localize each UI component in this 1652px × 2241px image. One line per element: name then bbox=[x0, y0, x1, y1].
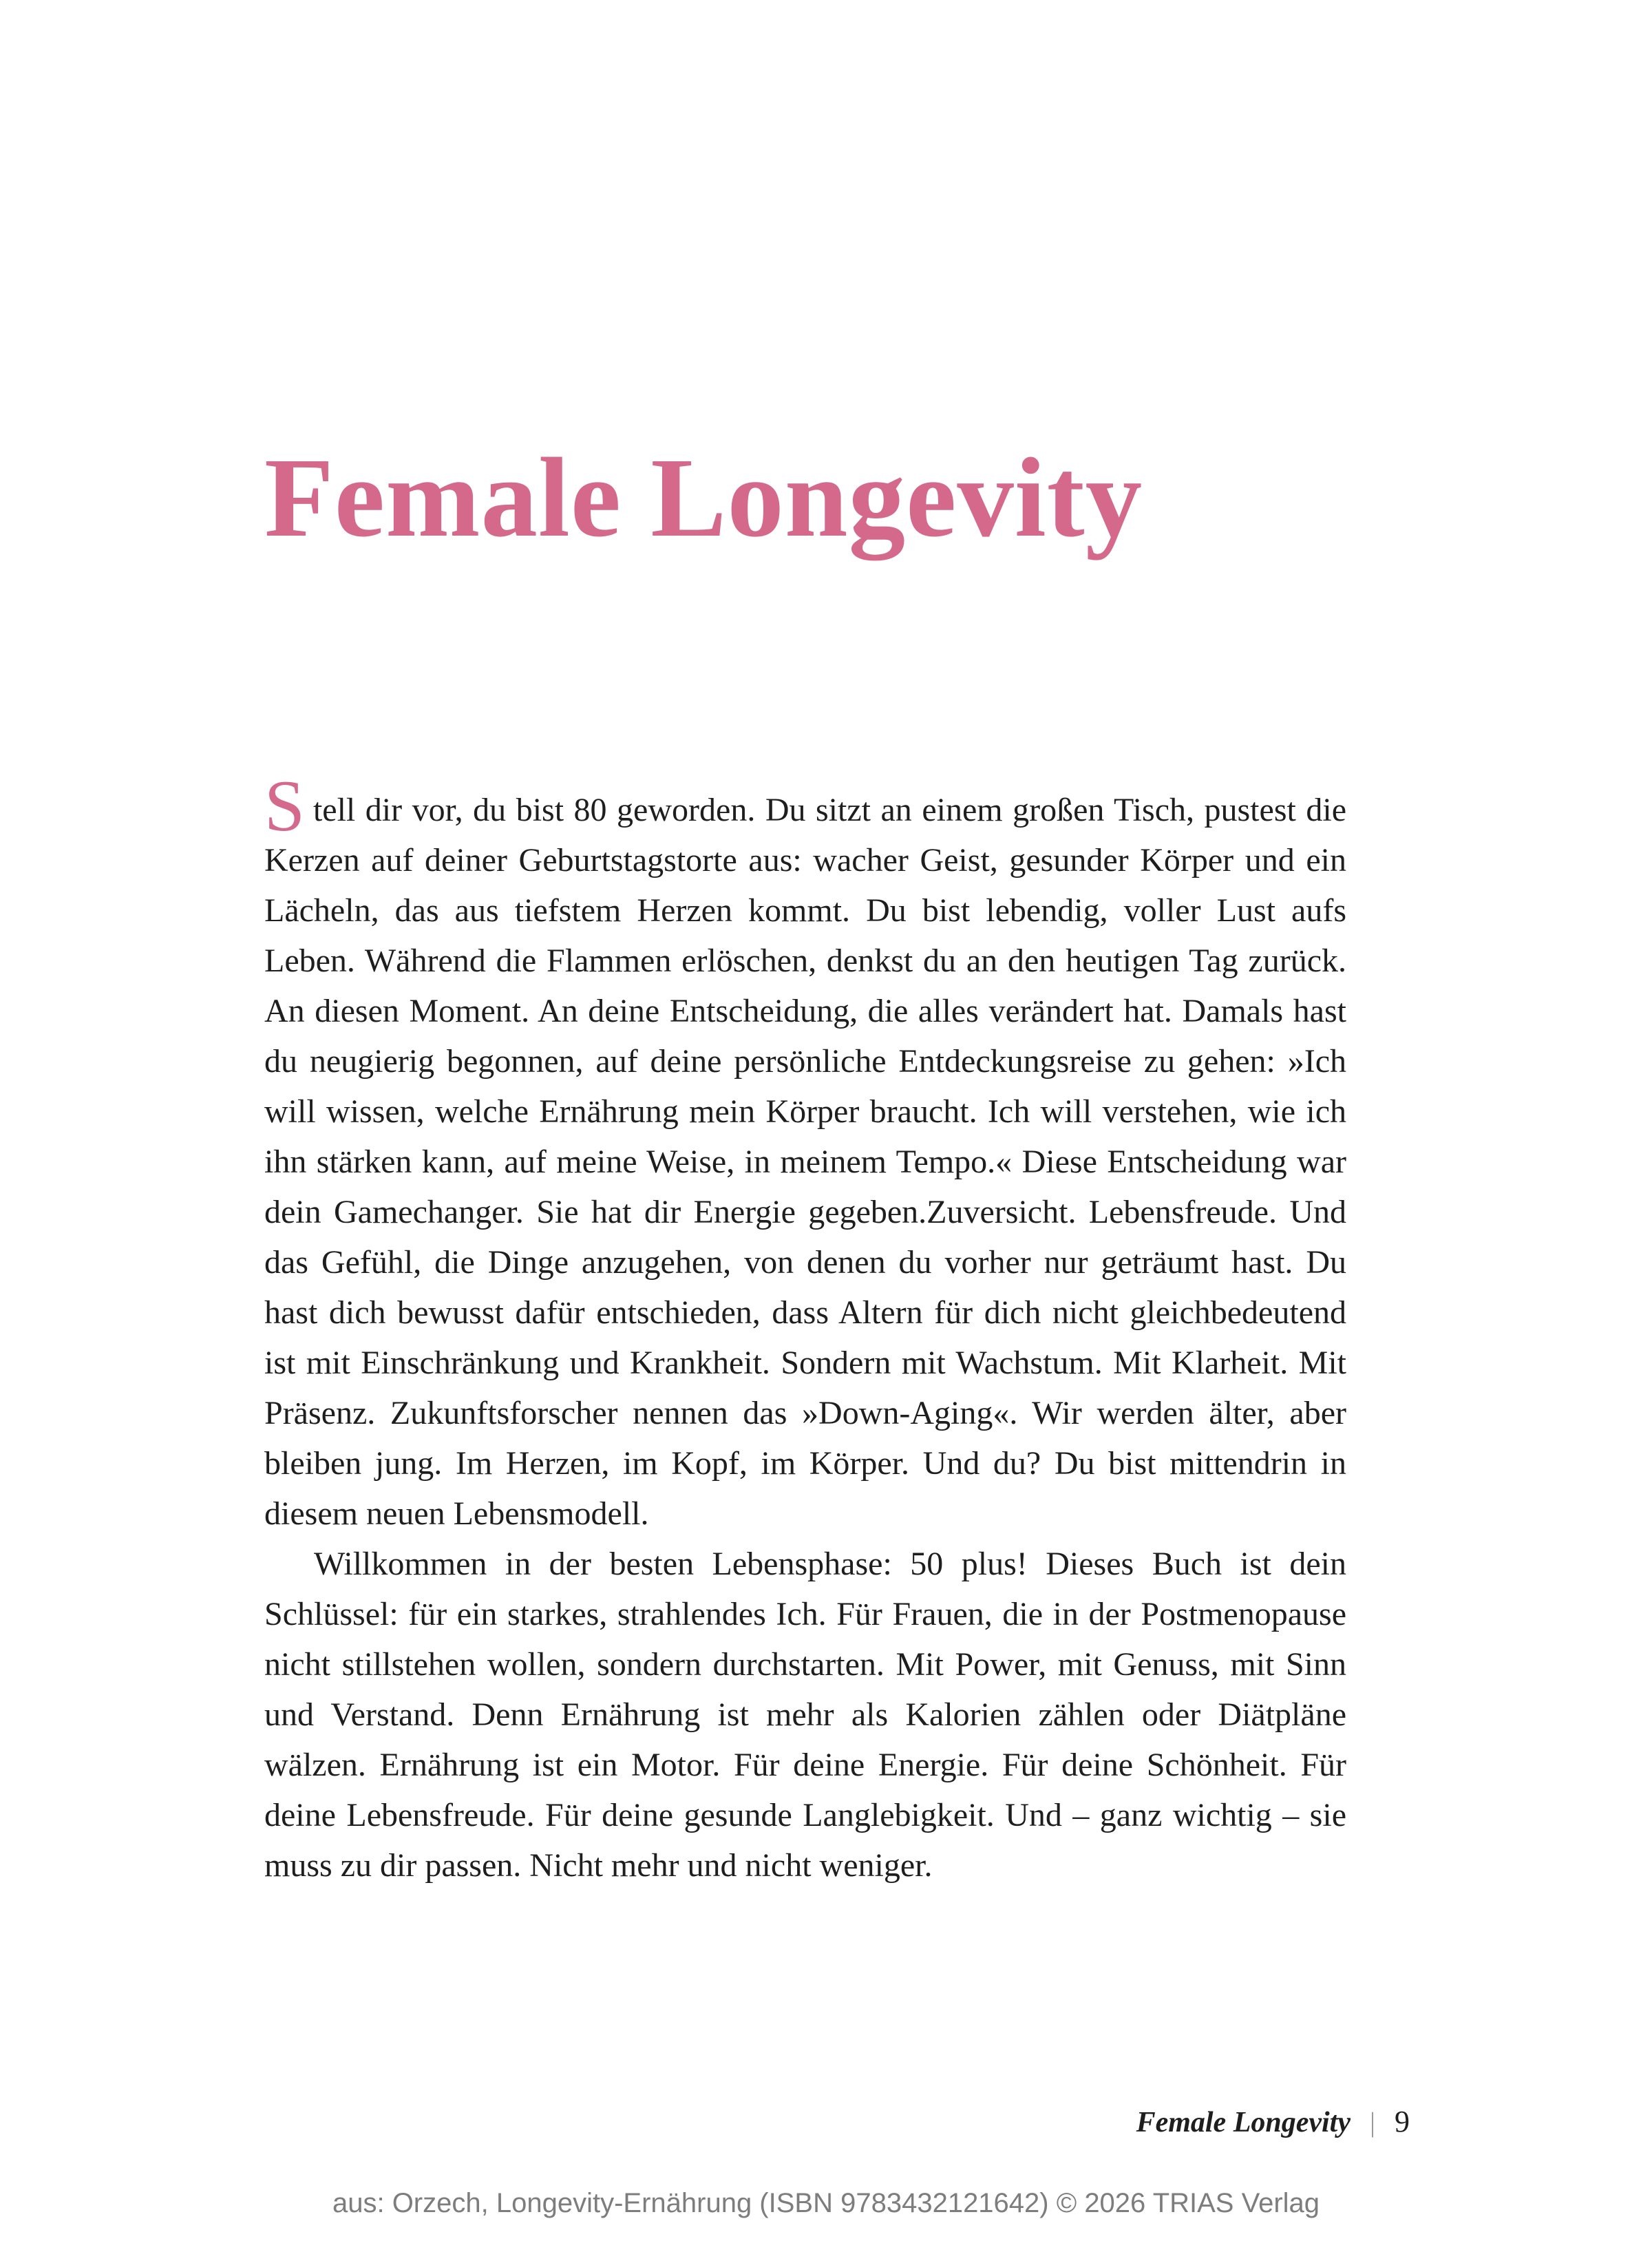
page-footer bbox=[1136, 2104, 1410, 2139]
footer-separator: | bbox=[1369, 2107, 1375, 2138]
paragraph-2: Willkommen in der besten Lebensphase: 50 plus! Dieses Buch ist dein Schlüssel: für ein starkes, strahlendes Ich. Für Frauen, die in der Postmenopause nicht stillstehen wollen, sondern durchstarten. Mit Power, mit Genuss, mit Sinn und Verstand. Denn Ernährung ist mehr als Kalorien zählen oder Diätpläne wälzen. Ernährung ist ein Motor. Für deine Energie. Für deine Schönheit. Für deine Lebensfreude. Für deine gesunde Langlebigkeit. Und – ganz wichtig – sie muss zu dir passen. Nicht mehr und nicht weniger. bbox=[264, 1546, 1346, 1884]
body-text bbox=[264, 766, 1346, 1891]
paragraph-1-text: tell dir vor, du bist 80 geworden. Du sitzt an einem großen Tisch, pustest die Kerzen auf deiner Geburtstagstorte aus: wacher Geist, gesunder Körper und ein Lächeln, das aus tiefstem Herzen kommt. Du bist lebendig, voller Lust aufs Leben. Während die Flammen erlöschen, denkst du an den heutigen Tag zurück. An diesen Moment. An deine Entscheidung, die alles verändert hat. Damals hast du neugierig begonnen, auf deine persönliche Entdeckungsreise zu gehen: »Ich will wissen, welche Ernährung mein Körper braucht. Ich will verstehen, wie ich ihn stärken kann, auf meine Weise, in meinem Tempo.« Diese Entscheidung war dein Gamechanger. Sie hat dir Energie gegeben.Zuversicht. Lebensfreude. Und das Gefühl, die Dinge anzugehen, von denen du vorher nur geträumt hast. Du hast dich bewusst dafür entschieden, dass Altern für dich nicht gleichbedeutend ist mit Einschränkung und Krankheit. Sondern mit Wachstum. Mit Klarheit. Mit Präsenz. Zukunftsforscher nennen das »Down-Aging«. Wir werden älter, aber bleiben jung. Im Herzen, im Kopf, im Körper. Und du? Du bist mittendrin in diesem neuen Lebensmodell. bbox=[264, 792, 1346, 1532]
paragraph-1 bbox=[264, 766, 1346, 1539]
credit-line: aus: Orzech, Longevity-Ernährung (ISBN 9783432121642) © 2026 TRIAS Verlag bbox=[332, 2188, 1320, 2218]
page-title: Female Longevity bbox=[264, 434, 1143, 560]
page-number: 9 bbox=[1395, 2105, 1410, 2138]
drop-cap: S bbox=[264, 766, 305, 846]
running-title: Female Longevity bbox=[1136, 2107, 1351, 2138]
